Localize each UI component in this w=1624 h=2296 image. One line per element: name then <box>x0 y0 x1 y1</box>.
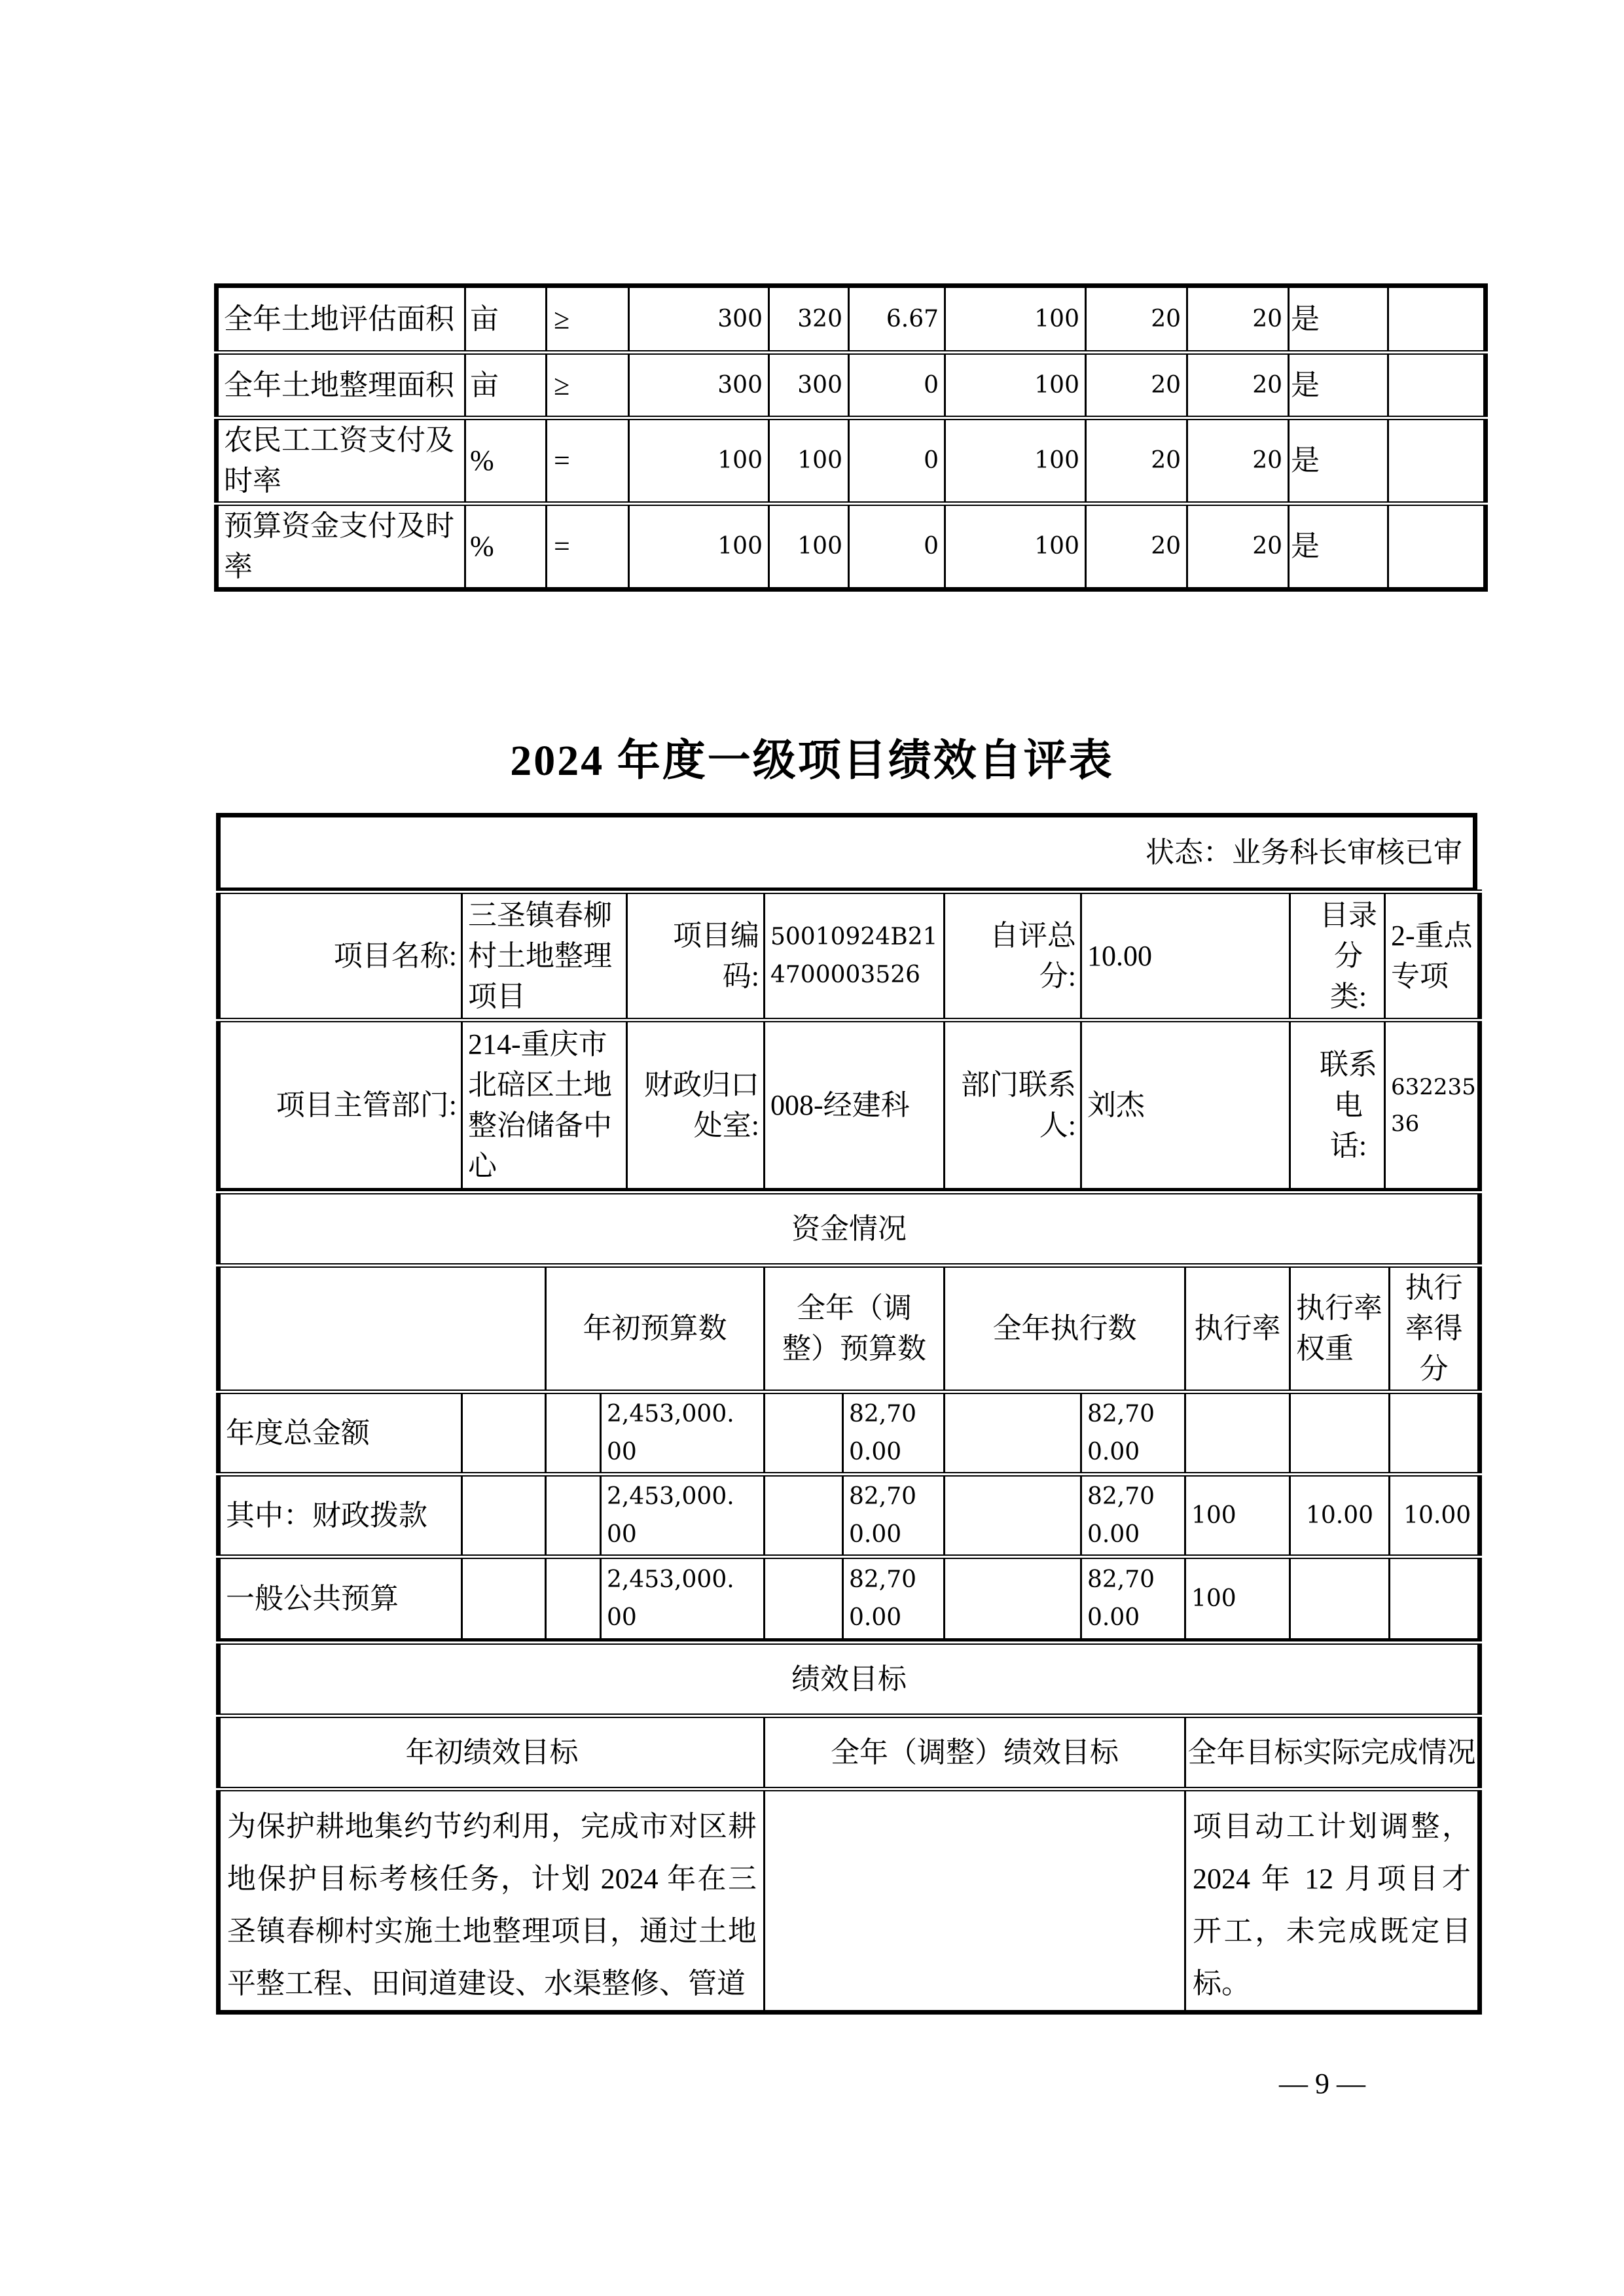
indicator-achieved: 是 <box>1289 504 1388 590</box>
indicator-name: 全年土地评估面积 <box>217 286 465 353</box>
indicator-weight: 20 <box>1086 353 1187 418</box>
goals-section-title: 绩效目标 <box>219 1643 1480 1716</box>
funding-row-label: 年度总金额 <box>219 1392 462 1475</box>
cell <box>462 1475 546 1557</box>
indicator-operator: = <box>547 504 629 590</box>
self-evaluation-table <box>216 813 1477 2015</box>
goals-band <box>216 1640 1482 2015</box>
contact-label: 部门联系人: <box>945 1020 1081 1189</box>
funding-execution-rate: 100 <box>1185 1557 1290 1640</box>
funding-rate-score <box>1390 1392 1480 1475</box>
goals-header-adjusted: 全年（调整）绩效目标 <box>765 1716 1185 1789</box>
indicator-table <box>214 283 1488 592</box>
status-band <box>216 813 1477 889</box>
goals-content-row <box>219 1789 1480 2013</box>
indicator-weight: 20 <box>1086 504 1187 590</box>
indicator-achieved: 是 <box>1289 418 1388 504</box>
finance-office-label: 财政归口处室: <box>627 1020 765 1189</box>
funding-band <box>216 1190 1482 1640</box>
catalog-label: 目录分类: <box>1290 892 1385 1020</box>
indicator-actual: 100 <box>769 504 849 590</box>
indicator-row <box>217 353 1486 418</box>
funding-executed: 82,700.00 <box>1081 1392 1185 1475</box>
contact-value: 刘杰 <box>1081 1020 1290 1189</box>
indicator-name: 农民工工资支付及时率 <box>217 418 465 504</box>
indicator-unit: % <box>465 504 547 590</box>
funding-section-title: 资金情况 <box>219 1193 1480 1266</box>
finance-office-value: 008-经建科 <box>765 1020 945 1189</box>
indicator-note <box>1388 353 1486 418</box>
indicator-score: 100 <box>945 504 1086 590</box>
funding-header-rate-score: 执行率得分 <box>1390 1266 1480 1392</box>
funding-rate-weight: 10.00 <box>1290 1475 1390 1557</box>
project-info-band <box>216 889 1482 1190</box>
page-title: 2024 年度一级项目绩效自评表 <box>510 737 1114 785</box>
cell <box>546 1557 601 1640</box>
goals-header-row <box>219 1716 1480 1789</box>
funding-header-executed: 全年执行数 <box>945 1266 1185 1392</box>
funding-row <box>219 1557 1480 1640</box>
funding-rate-weight <box>1290 1557 1390 1640</box>
cell <box>765 1392 843 1475</box>
indicator-unit: 亩 <box>465 286 547 353</box>
funding-adjusted-budget: 82,700.00 <box>843 1475 945 1557</box>
indicator-row <box>217 286 1486 353</box>
cell <box>765 1475 843 1557</box>
department-label: 项目主管部门: <box>219 1020 462 1189</box>
indicator-deviation: 0 <box>849 353 945 418</box>
indicator-achieved: 是 <box>1289 353 1388 418</box>
cell <box>462 1392 546 1475</box>
funding-row <box>219 1475 1480 1557</box>
indicator-deviation: 6.67 <box>849 286 945 353</box>
funding-header-blank <box>219 1266 546 1392</box>
goals-actual-text: 项目动工计划调整，2024 年 12 月项目才开工，未完成既定目标。 <box>1185 1789 1480 2013</box>
cell <box>765 1557 843 1640</box>
funding-execution-rate: 100 <box>1185 1475 1290 1557</box>
phone-label: 联系电话: <box>1290 1020 1385 1189</box>
project-info-row <box>219 892 1480 1020</box>
indicator-score: 100 <box>945 353 1086 418</box>
goals-header-initial: 年初绩效目标 <box>219 1716 765 1789</box>
project-name-label: 项目名称: <box>219 892 462 1020</box>
department-value: 214-重庆市北碚区土地整治储备中心 <box>462 1020 627 1189</box>
indicator-score: 100 <box>945 286 1086 353</box>
cell <box>546 1475 601 1557</box>
funding-initial-budget: 2,453,000.00 <box>601 1557 765 1640</box>
funding-header-initial: 年初预算数 <box>546 1266 765 1392</box>
indicator-note <box>1388 504 1486 590</box>
indicator-unit: % <box>465 418 547 504</box>
funding-executed: 82,700.00 <box>1081 1557 1185 1640</box>
indicator-weighted-score: 20 <box>1187 504 1289 590</box>
goals-initial-text: 为保护耕地集约节约利用，完成市对区耕地保护目标考核任务，计划 2024 年在三圣镇春柳村实施土地整理项目，通过土地平整工程、田间道建设、水渠整修、管道 <box>219 1789 765 2013</box>
self-score-value: 10.00 <box>1081 892 1290 1020</box>
project-name-value: 三圣镇春柳村土地整理项目 <box>462 892 627 1020</box>
indicator-target: 100 <box>629 418 769 504</box>
indicator-score: 100 <box>945 418 1086 504</box>
cell <box>546 1392 601 1475</box>
indicator-target: 300 <box>629 353 769 418</box>
indicator-actual: 300 <box>769 353 849 418</box>
indicator-weighted-score: 20 <box>1187 418 1289 504</box>
funding-adjusted-budget: 82,700.00 <box>843 1557 945 1640</box>
indicator-deviation: 0 <box>849 418 945 504</box>
goals-adjusted-text <box>765 1789 1185 2013</box>
indicator-target: 300 <box>629 286 769 353</box>
project-code-value: 50010924B214700003526 <box>765 892 945 1020</box>
funding-initial-budget: 2,453,000.00 <box>601 1475 765 1557</box>
page-number: — 9 — <box>1279 2068 1365 2100</box>
funding-execution-rate <box>1185 1392 1290 1475</box>
indicator-weight: 20 <box>1086 418 1187 504</box>
cell <box>945 1557 1081 1640</box>
indicator-unit: 亩 <box>465 353 547 418</box>
indicator-operator: = <box>547 418 629 504</box>
funding-row-label: 其中：财政拨款 <box>219 1475 462 1557</box>
indicator-row <box>217 418 1486 504</box>
indicator-weighted-score: 20 <box>1187 286 1289 353</box>
funding-initial-budget: 2,453,000.00 <box>601 1392 765 1475</box>
indicator-operator: ≥ <box>547 353 629 418</box>
phone-value: 63223536 <box>1385 1020 1480 1189</box>
self-score-label: 自评总分: <box>945 892 1081 1020</box>
funding-rate-score: 10.00 <box>1390 1475 1480 1557</box>
indicator-target: 100 <box>629 504 769 590</box>
project-code-label: 项目编码: <box>627 892 765 1020</box>
indicator-actual: 100 <box>769 418 849 504</box>
indicator-achieved: 是 <box>1289 286 1388 353</box>
indicator-note <box>1388 286 1486 353</box>
indicator-row <box>217 504 1486 590</box>
funding-executed: 82,700.00 <box>1081 1475 1185 1557</box>
funding-rate-score <box>1390 1557 1480 1640</box>
indicator-weight: 20 <box>1086 286 1187 353</box>
indicator-name: 预算资金支付及时率 <box>217 504 465 590</box>
project-info-row <box>219 1020 1480 1189</box>
catalog-value: 2-重点专项 <box>1385 892 1480 1020</box>
cell <box>945 1475 1081 1557</box>
funding-rate-weight <box>1290 1392 1390 1475</box>
indicator-actual: 320 <box>769 286 849 353</box>
cell <box>945 1392 1081 1475</box>
indicator-operator: ≥ <box>547 286 629 353</box>
status-text: 状态：业务科长审核已审 <box>219 816 1475 889</box>
indicator-name: 全年土地整理面积 <box>217 353 465 418</box>
indicator-note <box>1388 418 1486 504</box>
indicator-weighted-score: 20 <box>1187 353 1289 418</box>
funding-header-rate: 执行率 <box>1185 1266 1290 1392</box>
funding-row-label: 一般公共预算 <box>219 1557 462 1640</box>
funding-header-adjusted: 全年（调整）预算数 <box>765 1266 945 1392</box>
goals-header-actual: 全年目标实际完成情况 <box>1185 1716 1480 1789</box>
funding-header-rate-weight: 执行率权重 <box>1290 1266 1390 1392</box>
funding-adjusted-budget: 82,700.00 <box>843 1392 945 1475</box>
funding-row <box>219 1392 1480 1475</box>
indicator-deviation: 0 <box>849 504 945 590</box>
funding-header-row <box>219 1266 1480 1392</box>
cell <box>462 1557 546 1640</box>
